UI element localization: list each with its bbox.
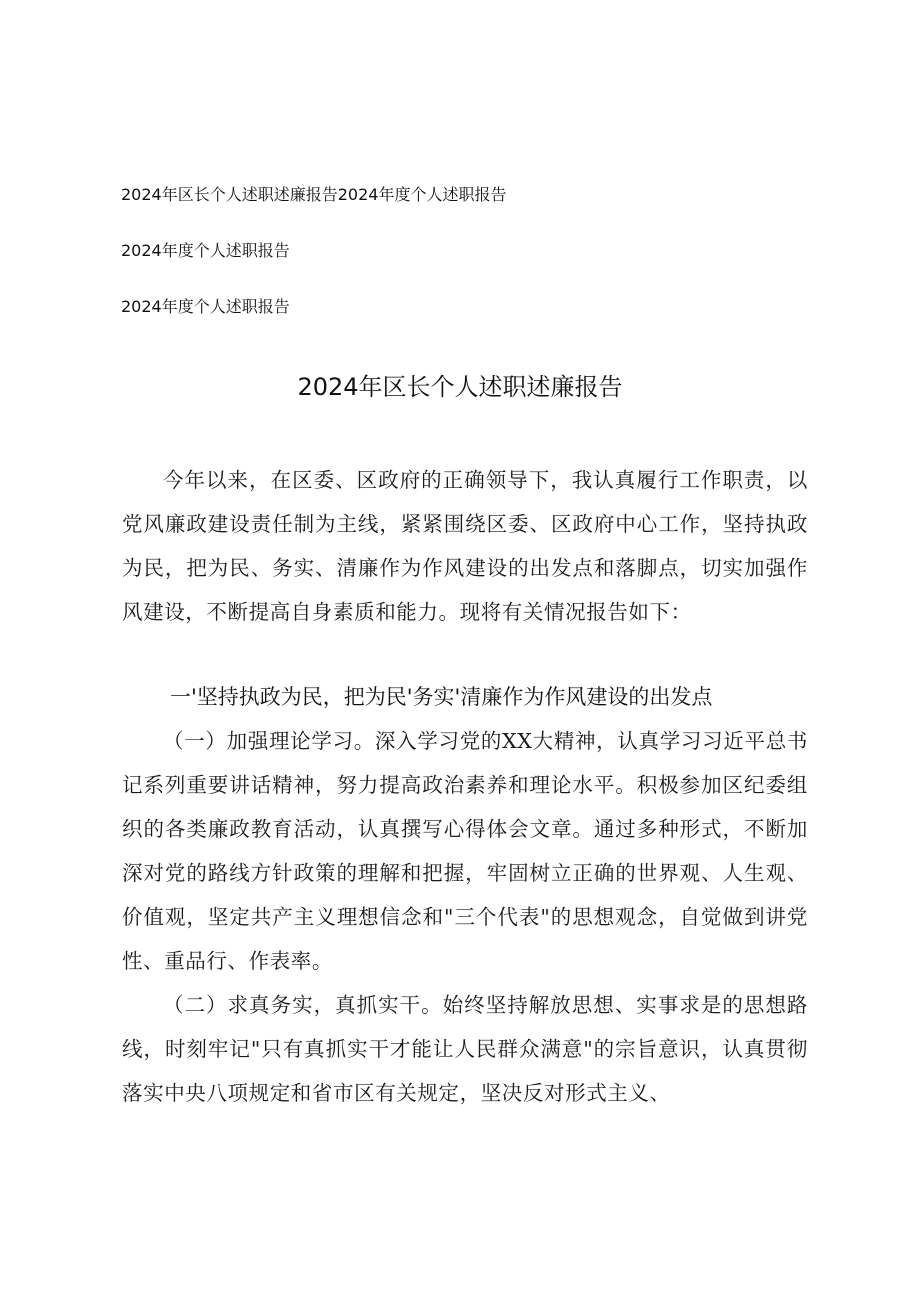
- document-title: 2024年区长个人述职述廉报告: [297, 373, 623, 401]
- toc-line-1: 2024年区长个人述职述廉报告2024年度个人述职报告: [121, 185, 507, 204]
- section-heading-1: 一'坚持执政为民，把为民'务实'清廉作为作风建设的出发点: [170, 685, 713, 709]
- toc-line-3: 2024年度个人述职报告: [121, 297, 290, 316]
- toc-line-2: 2024年度个人述职报告: [121, 241, 290, 260]
- paragraph-theory-study: （一）加强理论学习。深入学习党的XX大精神，认真学习习近平总书记系列重要讲话精神，努力提高政治素养和理论水平。积极参加区纪委组织的各类廉政教育活动，认真撰写心得体会文章。通过多种形式，不断加深对党的路线方针政策的理解和把握，牢固树立正确的世界观、人生观、价值观，坚定共产主义理想信念和"三个代表"的思想观念，自觉做到讲党性、重品行、作表率。: [122, 729, 808, 973]
- intro-paragraph: 今年以来，在区委、区政府的正确领导下，我认真履行工作职责，以党风廉政建设责任制为主线，紧紧围绕区委、区政府中心工作，坚持执政为民，把为民、务实、清廉作为作风建设的出发点和落脚点，切实加强作风建设，不断提高自身素质和能力。现将有关情况报告如下：: [122, 468, 808, 624]
- paragraph-practical-work: （二）求真务实，真抓实干。始终坚持解放思想、实事求是的思想路线，时刻牢记"只有真抓实干才能让人民群众满意"的宗旨意识，认真贯彻落实中央八项规定和省市区有关规定，坚决反对形式主义、: [122, 993, 808, 1105]
